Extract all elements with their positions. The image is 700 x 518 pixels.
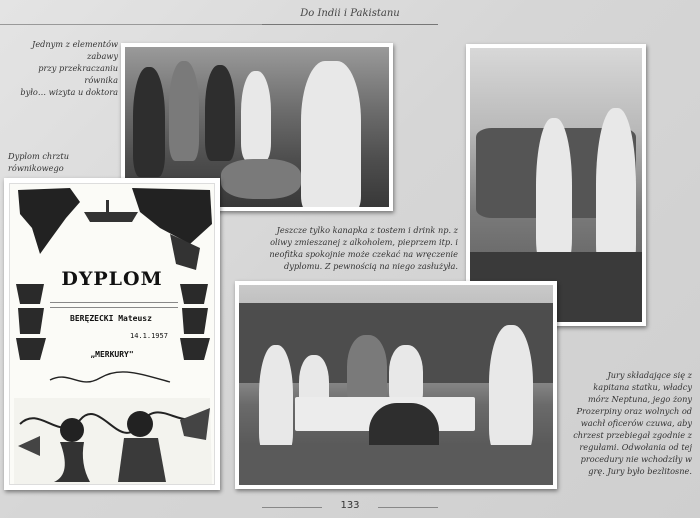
caption-line: Prozerpiny oraz wolnych od — [576, 406, 692, 416]
caption-line: neofitka spokojnie może czekać na wręczenie — [269, 249, 458, 259]
ship-icon — [84, 212, 138, 222]
header-rule — [262, 24, 438, 25]
certificate-name: BERĘZECKI Mateusz — [70, 314, 152, 323]
caption-sandwich — [218, 224, 458, 272]
sailing-ship-right — [180, 284, 210, 360]
photo-jury — [235, 281, 557, 489]
caption-line: Jury składające się z — [607, 370, 692, 380]
caption-line: przy przekraczaniu równika — [38, 63, 118, 85]
diploma-certificate — [4, 178, 220, 490]
sailing-ship-left — [16, 284, 46, 360]
figure-person — [241, 71, 271, 161]
caption-line: wachł oficerów czuwa, aby — [580, 418, 692, 428]
caption-line: dyplomu. Z pewnością na niego zasłużyła. — [283, 261, 458, 271]
caption-line: Jednym z elementów zabawy — [32, 39, 118, 61]
neptune-body — [118, 438, 166, 482]
signature-mark — [50, 372, 170, 382]
caption-line: Jeszcze tylko kanapka z tostem i drink np. z — [276, 225, 458, 235]
figure-patient — [221, 159, 301, 199]
caption-line: chrzest przebiegał zgodnie z — [573, 430, 692, 440]
caption-doctor-visit — [6, 38, 118, 98]
caption-line: było… wizyta u doktora — [20, 87, 118, 97]
page-number: 133 — [340, 500, 360, 511]
running-header: Do Indii i Pakistanu — [300, 8, 400, 19]
figure-neophyte — [536, 118, 572, 268]
neptune-head — [127, 411, 153, 437]
figure-person — [169, 61, 199, 161]
figure-person — [205, 65, 235, 161]
deck-floor — [239, 445, 553, 485]
caption-line: regułami. Odwołania od tej — [579, 442, 692, 452]
caption-line: kapitana statku, władcy — [593, 382, 692, 392]
caption-line: mórz Neptuna, jego żony — [588, 394, 692, 404]
caption-jury — [566, 369, 692, 477]
header-side-rule — [0, 24, 262, 25]
map-continent — [18, 188, 80, 254]
certificate-text-lines — [50, 302, 178, 312]
caption-line: Dyplom chrztu — [8, 151, 69, 161]
figure-person — [133, 67, 165, 177]
caption-line: równikowego — [8, 163, 64, 173]
figure-officer — [259, 345, 293, 455]
figure-doctor — [301, 61, 361, 207]
caption-line: procedury nie wchodziły w — [580, 454, 692, 464]
caption-line: oliwy zmieszanej z alkoholem, pieprzem itp. i — [270, 237, 458, 247]
mermaid-head — [60, 418, 84, 442]
caption-diploma — [8, 150, 108, 174]
certificate-art — [10, 184, 215, 485]
certificate-date: 14.1.1957 — [130, 332, 168, 340]
certificate-ship: „MERKURY" — [90, 350, 134, 359]
scene-bg — [14, 398, 212, 484]
certificate-paper — [9, 183, 215, 485]
figure-jury — [489, 325, 533, 455]
photo-image — [239, 285, 553, 485]
ship-mast — [106, 200, 109, 212]
caption-line: grę. Jury było bezlitosne. — [588, 466, 692, 476]
figure-neptune — [347, 335, 387, 405]
certificate-title: DYPLOM — [61, 268, 163, 290]
figure-jury — [389, 345, 423, 405]
